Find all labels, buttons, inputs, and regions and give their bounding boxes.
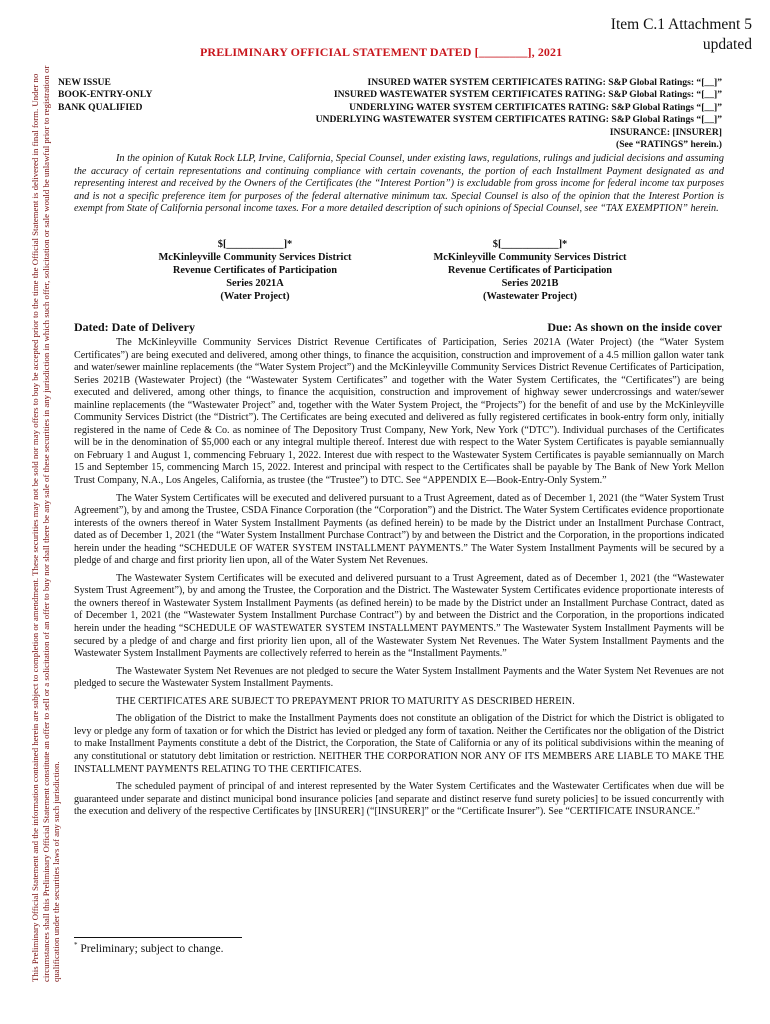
tax-opinion-paragraph: In the opinion of Kutak Rock LLP, Irvine, California, Special Counsel, under existing laws, regulations, rulings and judicial decisions and assuming the accuracy of certain representations and continuing compliance with certain covenants, the portion of each Installment Payment designated as and representing interest and received by the Owners of the Certificates (the “Interest Portion”) is excludable from gross income for federal income tax purposes and is not a specific preference item for purposes of the federal alternative minimum tax. Special Counsel is also of the opinion that the Interest Portion is exempt from State of California personal income taxes. For a more detailed description of such opinions of Special Counsel, see “TAX EXEMPTION” herein. [74,153,724,215]
rating-line-4: UNDERLYING WASTEWATER SYSTEM CERTIFICATES RATING: S&P Global Ratings “[__]” [315,114,722,126]
dated-line: Dated: Date of Delivery [74,320,195,334]
body-text [74,337,724,824]
rating-line-3: UNDERLYING WATER SYSTEM CERTIFICATES RATING: S&P Global Ratings “[__]” [349,101,722,113]
rating-line-2: INSURED WASTEWATER SYSTEM CERTIFICATES RATING: S&P Global Ratings: “[__]” [333,89,722,101]
stamp-line-1: Item C.1 Attachment 5 [610,16,752,33]
certificate-series-b [410,238,650,303]
cert-b-project: (Wastewater Project) [483,291,577,302]
insurance-line: INSURANCE: [INSURER] [609,126,722,138]
footnote-divider [74,937,242,938]
cert-b-series: Series 2021B [501,278,559,289]
issue-type-block [58,77,152,114]
cert-a-name: Revenue Certificates of Participation [172,265,338,276]
issue-line-3: BANK QUALIFIED [58,101,143,113]
footnote [74,941,223,955]
cert-b-issuer: McKinleyville Community Services District [433,252,627,263]
footnote-mark: * [74,941,78,949]
body-paragraph: The McKinleyville Community Services District Revenue Certificates of Participation, Series 2021A (Water Project) (the “Water System Certificates”) are being executed and delivered, among other things, to finance the acquisition, construction and improvement of a 4.5 million gallon water tank and water/sewer mainline replacements (the “Water System Project”) and the McKinleyville Community Services District Revenue Certificates of Participation, Series 2021B (Wastewater Project) (the “Wastewater System Certificates” and together with the Water System Certificates, the “Certificates”) are being executed and delivered, among other things, to finance the acquisition, construction and improvement of highway sewer undercrossings and water/sewer mainline replacements (the “Wastewater Project” and, together with the Water System Project, the “Projects”) for the benefit of and use by the McKinleyville Community Services District (the “District”). The Certificates are being executed and delivered as fully registered certificates in book-entry form only, initially registered in the name of Cede & Co. as nominee of The Depository Trust Company, New York, New York (“DTC”). Individual purchases of the Certificates will be in the denomination of $5,000 each or any integral multiple thereof. Interest due with respect to the Water System Certificates is payable semiannually on February 1 and August 1, commencing February 1, 2022. Interest due with respect to the Wastewater System Certificates is payable semiannually on March 15 and September 15, commencing March 15, 2022. Interest and principal with respect to the Certificates shall be payable by The Bank of New York Mellon Trust Company, N.A., Los Angeles, California, as trustee (the “Trustee”) to DTC. See “APPENDIX E—Book-Entry-Only System.” [74,337,724,487]
rating-line-1: INSURED WATER SYSTEM CERTIFICATES RATING: S&P Global Ratings: “[__]” [367,77,722,88]
body-paragraph: The obligation of the District to make the Installment Payments does not constitute an obligation of the District for which the District is obligated to levy or pledge any form of taxation or for which the District has levied or pledged any form of taxation. Neither the Certificates nor the obligation of the District to make Installment Payments constitute a debt of the District, the Corporation, the State of California or any of its political subdivisions within the meaning of any constitutional or statutory debt limitation or restriction. NEITHER THE CORPORATION NOR ANY OF ITS MEMBERS ARE LIABLE TO MAKE THE INSTALLMENT PAYMENTS RELATING TO THE CERTIFICATES. [74,713,724,775]
due-line: Due: As shown on the inside cover [547,320,722,334]
issue-line-1: NEW ISSUE [58,77,111,88]
cert-a-amount: $[___________]* [217,239,293,250]
cert-a-project: (Water Project) [220,291,290,302]
body-paragraph: The Wastewater System Net Revenues are not pledged to secure the Water System Installment Payments and the Water System Net Revenues are not pledged to secure the Wastewater System Installment Payments. [74,665,724,690]
footnote-text: Preliminary; subject to change. [77,942,224,955]
body-paragraph: The Water System Certificates will be executed and delivered pursuant to a Trust Agreement, dated as of December 1, 2021 (the “Water System Trust Agreement”), by and among the Trustee, CSDA Finance Corporation (the “Corporation”) and the District. The Water System Certificates evidence proportionate interests of the owners thereof in Water System Installment Payments (as defined herein) to be made by the District under an Installment Purchase Contract, dated as of December 1, 2021 (the “Water System Installment Purchase Contract”) by and between the District and the Corporation, in the proportions indicated herein under the heading “SCHEDULE OF WATER SYSTEM INSTALLMENT PAYMENTS.” The Water System Installment Payments will be secured by a pledge of and charge and first priority lien upon, all of the Water System Net Revenues. [74,492,724,567]
body-paragraph: THE CERTIFICATES ARE SUBJECT TO PREPAYMENT PRIOR TO MATURITY AS DESCRIBED HEREIN. [116,695,575,707]
cert-a-issuer: McKinleyville Community Services District [158,252,352,263]
stamp-line-2: updated [702,36,752,53]
cert-b-amount: $[___________]* [492,239,568,250]
cert-b-name: Revenue Certificates of Participation [447,265,613,276]
cert-a-series: Series 2021A [226,278,284,289]
body-paragraph: The Wastewater System Certificates will be executed and delivered pursuant to a Trust Agreement, dated as of December 1, 2021 (the “Wastewater System Trust Agreement”), by and among the Trustee, the Corporation and the District. The Wastewater System Certificates evidence proportionate interests of the owners thereof in Wastewater System Installment Payments (as defined herein) to be made by the District under an Installment Purchase Contract, dated as of December 1, 2021 (the “Wastewater System Installment Purchase Contract”) by and between the District and the Corporation, in the proportions indicated herein under the heading “SCHEDULE OF WASTEWATER SYSTEM INSTALLMENT PAYMENTS.” The Wastewater System Installment Payments will be secured by a pledge of and charge and first priority lien upon, all of the Wastewater System Net Revenues. The Water System Installment Payments and the Wastewater System Installment Payments are collectively referred to herein as the “Installment Payments.” [74,572,724,660]
issue-line-2: BOOK-ENTRY-ONLY [58,89,153,101]
attachment-stamp [611,15,752,55]
document-title: PRELIMINARY OFFICIAL STATEMENT DATED [________], 2021 [200,45,563,59]
ratings-block [316,77,722,151]
certificate-series-a [135,238,375,303]
body-paragraph: The scheduled payment of principal of and interest represented by the Water System Certificates and the Wastewater Certificates when due will be guaranteed under separate and distinct municipal bond insurance policies [and separate and distinct reserve fund surety policies] to be issued concurrently with the execution and delivery of the respective Certificates by [INSURER] (“[INSURER]” or the “Certificate Insurer”). See “CERTIFICATE INSURANCE.” [74,781,724,818]
ratings-reference: (See “RATINGS” herein.) [616,139,722,151]
legal-notice-sidebar: This Preliminary Official Statement and the information contained herein are subject to completion or amendment. These securities may not be sold nor may offers to buy be accepted prior to the time the Official Statement is delivered in final form. Under no circumstances shall this Preliminary Official Statement constitute an offer to sell or a solicitation of an offer to buy nor shall there be any sale of these securities in any jurisdiction in which such offer, solicitation or sale would be unlawful prior to registration or qualification under the securities laws of any such jurisdiction. [30,65,62,982]
